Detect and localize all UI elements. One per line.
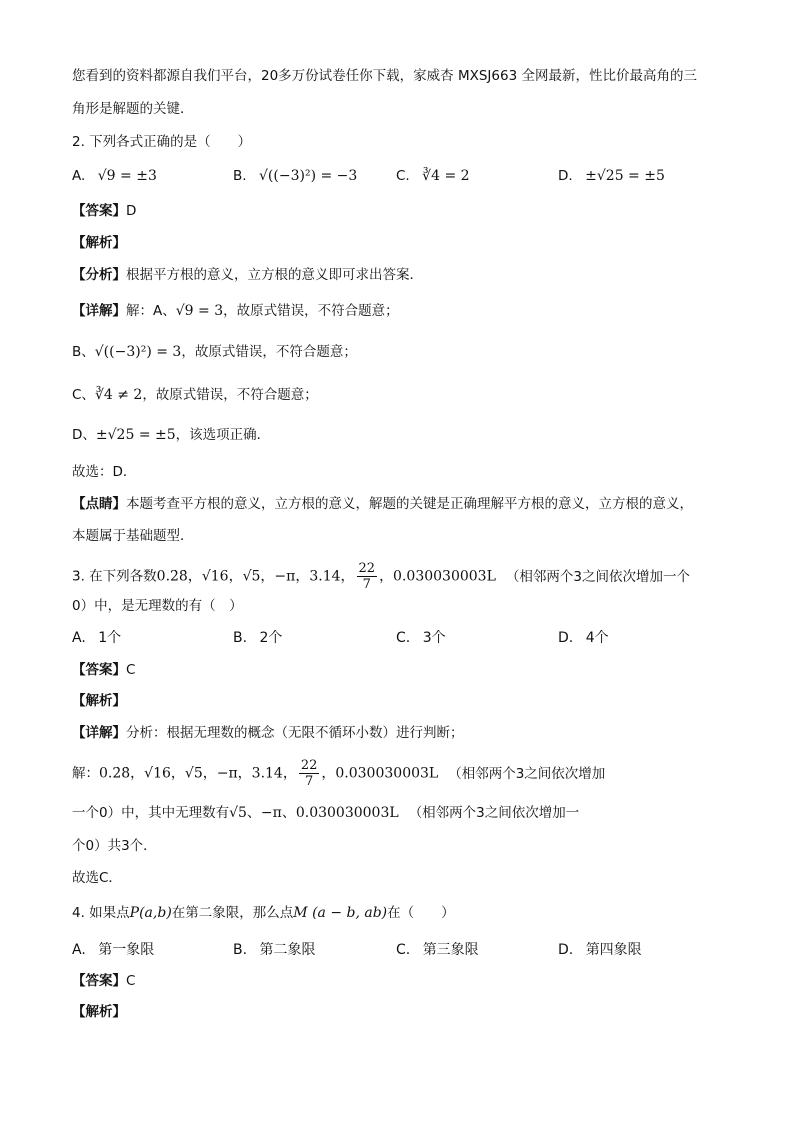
q2-dianjing-tag: 【点睛】 [72, 496, 126, 512]
q3-answer [72, 660, 135, 680]
q3-numbers: 0.2̇8̇，√16，√5，−π，3.14， [156, 568, 355, 585]
q4-answer-value: C [126, 973, 136, 989]
q2-detail-d-suffix: ，该选项正确． [175, 427, 271, 443]
q2-detail-b [72, 342, 357, 362]
q4-option-a-text: 第一象限 [98, 942, 155, 958]
q3-solve-tail: ，0.030030003L [321, 765, 439, 782]
q2-detail-a [72, 301, 399, 321]
q3-option-b [233, 628, 282, 648]
q4-option-d-text: 第四象限 [585, 942, 642, 958]
q4-answer-tag: 【答案】 [72, 973, 126, 989]
q3-detail-text: 分析：根据无理数的概念（无限不循环小数）进行判断； [126, 725, 464, 741]
q4-option-a-label: A. [72, 942, 86, 958]
q2-detail-tag: 【详解】 [72, 303, 126, 319]
q3-option-a-text: 1个 [98, 630, 122, 646]
q4-option-a [72, 940, 154, 960]
q2-detail-d [72, 425, 270, 445]
q2-choice: 故选：D． [72, 464, 137, 480]
q2-detail-c-expr: ∛4 ≠ 2 [94, 387, 143, 403]
q2-dianjing-1 [72, 494, 693, 514]
q3-option-b-text: 2个 [259, 630, 283, 646]
q4-stem-prefix: 4. 如果点 [72, 905, 130, 921]
q2-answer-value: D [126, 203, 137, 219]
q2-option-b-label: B. [233, 168, 247, 184]
q4-option-b-label: B. [233, 942, 248, 958]
q3-stem-prefix: 3. 在下列各数 [72, 568, 157, 585]
q2-analysis-tag: 【解析】 [72, 235, 126, 251]
q3-option-c [396, 628, 446, 648]
q4-option-d [558, 940, 642, 960]
q2-detail-b-prefix: B、 [72, 344, 95, 360]
q2-detail-c-prefix: C、 [72, 387, 95, 403]
q3-frac-den: 7 [362, 577, 371, 592]
q2-detail-d-prefix: D、 [72, 427, 96, 443]
intro-line-2: 角形是解题的关键． [72, 101, 194, 117]
q3-fraction [357, 561, 378, 592]
q2-dianjing-2: 本题属于基础题型． [72, 528, 194, 544]
q3-option-a [72, 628, 121, 648]
q4-stem-mid: 在第二象限，那么点 [171, 905, 294, 921]
q2-detail-a-suffix: ，故原式错误，不符合题意； [223, 303, 399, 319]
q3-detail-tag: 【详解】 [72, 725, 126, 741]
q3-detail-line-1 [72, 723, 464, 743]
q4-option-b-text: 第二象限 [259, 942, 316, 958]
q3-solve-prefix: 解： [72, 765, 99, 782]
q2-option-c [396, 166, 470, 186]
q2-detail-b-expr: √((−3)²) = 3 [94, 344, 182, 360]
q4-point-p: P(a,b) [129, 905, 172, 921]
q3-answer-tag: 【答案】 [72, 662, 126, 678]
q4-analysis-tag: 【解析】 [72, 1004, 126, 1020]
q2-option-a-expr: √9 = ±3 [97, 168, 157, 184]
q2-option-c-label: C. [396, 168, 410, 184]
q2-option-c-expr: ∛4 = 2 [422, 168, 470, 184]
q3-solve-suffix: （相邻两个3之间依次增加 [448, 765, 606, 782]
q2-fenxi-text: 根据平方根的意义，立方根的意义即可求出答案． [126, 267, 423, 283]
q3-solve-line-3: 个0）共3个． [72, 838, 157, 854]
q3-option-b-label: B. [233, 630, 248, 646]
q4-option-c-label: C. [396, 942, 411, 958]
intro-line-1: 您看到的资料都源自我们平台，20多万份试卷任你下载，家威杏 MXSJ663 全网最新，性比价最高角的三 [72, 68, 697, 84]
q3-stem-line-2: 0）中，是无理数的有（ ） [72, 598, 243, 614]
q2-detail-c-suffix: ，故原式错误，不符合题意； [142, 387, 318, 403]
q3-solve-line-2 [72, 803, 579, 823]
q2-dianjing-text-1: 本题考查平方根的意义，立方根的意义，解题的关键是正确理解平方根的意义，立方根的意义， [126, 496, 693, 512]
q3-option-d-label: D. [558, 630, 574, 646]
q3-choice: 故选C． [72, 870, 122, 886]
q4-option-b [233, 940, 316, 960]
q2-option-a [72, 166, 157, 186]
q2-option-d-expr: ±√25 = ±5 [585, 168, 665, 184]
q2-stem: 2. 下列各式正确的是（ ） [72, 134, 252, 150]
q3-stem-line-1 [72, 561, 690, 592]
q2-fenxi-tag: 【分析】 [72, 267, 126, 283]
q3-solve-frac-num: 22 [300, 758, 318, 773]
q4-stem-suffix: 在（ ） [387, 905, 455, 921]
q2-detail-a-expr: √9 = 3 [175, 303, 224, 319]
q4-answer [72, 971, 135, 991]
q4-option-c-text: 第三象限 [422, 942, 479, 958]
q4-stem [72, 903, 455, 923]
q2-detail-b-suffix: ，故原式错误，不符合题意； [181, 344, 357, 360]
q2-detail-a-prefix: 解：A、 [126, 303, 176, 319]
q3-solve-line2-prefix: 一个0）中，其中无理数有 [72, 805, 230, 821]
q3-analysis-tag: 【解析】 [72, 693, 126, 709]
q3-stem-suffix: （相邻两个3之间依次增加一个 [505, 568, 690, 585]
q3-answer-value: C [126, 662, 136, 678]
q2-answer [72, 201, 136, 221]
q3-option-d [558, 628, 609, 648]
q3-option-a-label: A. [72, 630, 86, 646]
q2-option-d [558, 166, 665, 186]
q4-point-m: M (a − b, ab) [293, 905, 388, 921]
q3-solve-numbers: 0.2̇8̇，√16，√5，−π，3.14， [99, 765, 297, 782]
q4-option-d-label: D. [558, 942, 574, 958]
q2-option-d-label: D. [558, 168, 573, 184]
q3-option-d-text: 4个 [585, 630, 609, 646]
q2-option-a-label: A. [72, 168, 86, 184]
q3-solve-line-1 [72, 758, 605, 789]
q2-option-b [233, 166, 357, 186]
q3-solve-line2-expr: √5、−π、0.030030003L [229, 805, 399, 821]
q3-solve-frac-den: 7 [304, 774, 314, 789]
q3-frac-num: 22 [358, 561, 376, 576]
q3-tail-number: ，0.030030003L [379, 568, 496, 585]
q3-option-c-text: 3个 [422, 630, 446, 646]
q2-answer-tag: 【答案】 [72, 203, 126, 219]
q3-solve-line2-suffix: （相邻两个3之间依次增加一 [408, 805, 580, 821]
q2-detail-c [72, 385, 318, 405]
q4-option-c [396, 940, 479, 960]
q3-solve-fraction [299, 758, 320, 789]
q2-fenxi [72, 265, 423, 285]
q2-option-b-expr: √((−3)²) = −3 [259, 168, 358, 184]
q3-option-c-label: C. [396, 630, 411, 646]
q2-detail-d-expr: ±√25 = ±5 [95, 427, 176, 443]
